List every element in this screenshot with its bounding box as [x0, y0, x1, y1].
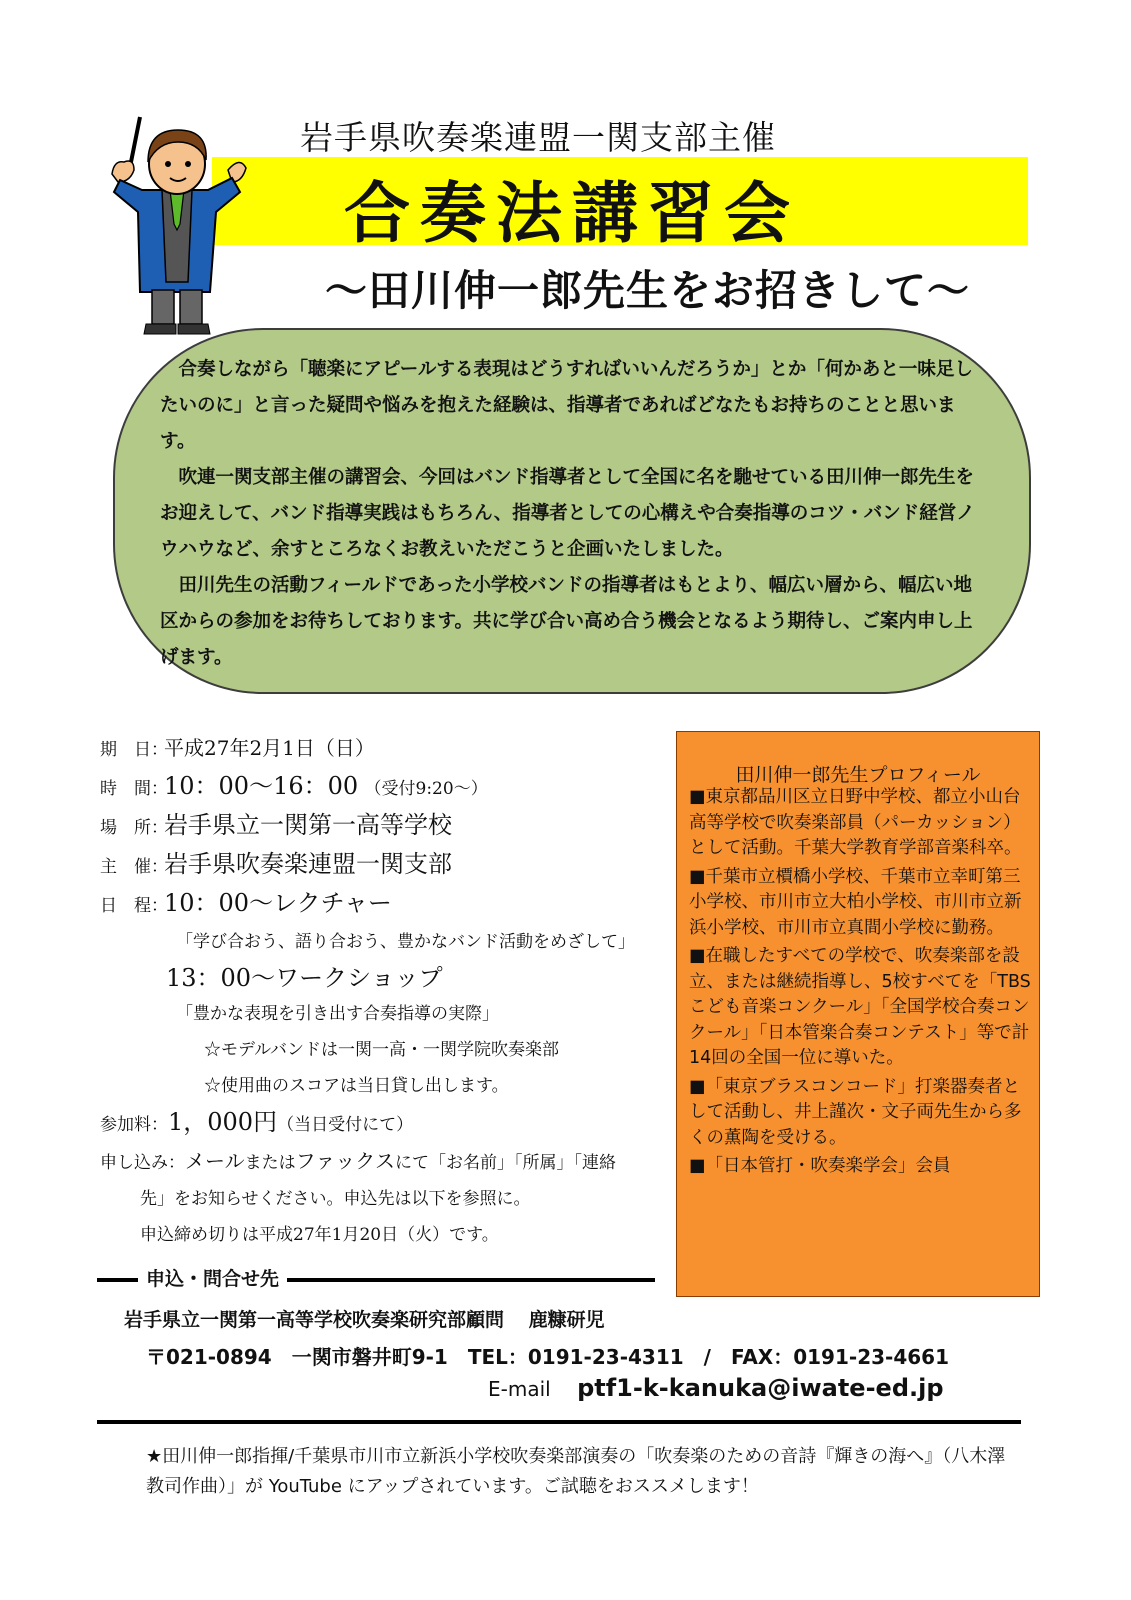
intro-paragraph: 合奏しながら「聴楽にアピールする表現はどうすればいいんだろうか」とか「何かあと一味足したいのに」と言った疑問や悩みを抱えた経験は、指導者であればどなたもお持ちのことと思います。 — [160, 359, 973, 452]
time-note: （受付9:20～） — [364, 779, 488, 799]
contact-name: 鹿糠研児 — [528, 1309, 605, 1331]
apply-mail: メール — [185, 1149, 245, 1173]
workshop-title: 「豊かな表現を引き出す合奏指導の実際」 — [176, 1004, 499, 1024]
profile-item: ■東京都品川区立日野中学校、都立小山台高等学校で吹奏楽部員（パーカッション）として活動。千葉大学教育学部音楽科卒。 — [689, 787, 1022, 858]
profile-item: ■在職したすべての学校で、吹奏楽部を設立、または継続指導し、5校すべてを「TBSこども音楽コンクール」「全国学校合奏コンクール」「日本管楽合奏コンテスト」等で計14回の全国一位に導いた。 — [689, 946, 1031, 1068]
fee-value: 1，000円 — [168, 1108, 278, 1136]
page-subtitle: ～田川伸一郎先生をお招きして～ — [325, 266, 971, 315]
apply-row — [100, 1143, 680, 1181]
profile-box — [676, 731, 1040, 1297]
place-value: 岩手県立一関第一高等学校 — [164, 811, 452, 839]
email-address: ptf1-k-kanuka@iwate-ed.jp — [577, 1374, 944, 1402]
event-details — [100, 730, 680, 1253]
time-value: 10：00～16：00 — [164, 772, 359, 800]
time-label: 時 間： — [100, 779, 168, 799]
apply-or: または — [244, 1153, 296, 1173]
schedule-workshop: 13：00～ワークショップ — [166, 964, 443, 992]
profile-item: ■「東京ブラスコンコード」打楽器奏者として活動し、井上謹次・文子両先生から多くの薫陶を受ける。 — [689, 1076, 1022, 1148]
apply-text-cont: 先」をお知らせください。申込先は以下を参照に。 — [140, 1189, 531, 1209]
host-row — [100, 846, 680, 885]
sponsor-line: 岩手県吹奏楽連盟一関支部主催 — [300, 118, 776, 157]
footer-note: ★田川伸一郎指揮/千葉県市川市立新浜小学校吹奏楽部演奏の「吹奏楽のための音詩『輝きの海へ』（八木澤教司作曲）」が YouTube にアップされています。ご試聴をおススメします！ — [146, 1446, 1006, 1497]
deadline-note: 申込締め切りは平成27年1月20日（火）です。 — [140, 1225, 499, 1245]
host-label: 主 催： — [100, 857, 168, 877]
apply-fax: ファックス — [295, 1149, 396, 1173]
contact-address: 〒021-0894 一関市磐井町9-1 TEL：0191-23-4311 / FAX：0191-23-4661 — [146, 1345, 949, 1369]
intro-bubble — [113, 328, 1031, 694]
lecture-title: 「学び合おう、語り合おう、豊かなバンド活動をめざして」 — [176, 932, 635, 952]
host-value: 岩手県吹奏楽連盟一関支部 — [164, 850, 452, 878]
fee-label: 参加料： — [100, 1115, 168, 1135]
contact-heading: 申込・問合せ先 — [138, 1264, 287, 1291]
apply-text: にて「お名前」「所属」「連絡 — [395, 1153, 617, 1173]
score-note: ☆使用曲のスコアは当日貸し出します。 — [204, 1076, 509, 1096]
contact-email-line — [488, 1374, 944, 1402]
profile-item: ■「日本管打・吹奏楽学会」会員 — [689, 1156, 951, 1176]
schedule-lecture: 10：00～レクチャー — [164, 889, 392, 917]
page-title: 合奏法講習会 — [344, 175, 800, 252]
intro-text — [160, 352, 990, 676]
email-label: E-mail — [488, 1377, 551, 1401]
profile-title: 田川伸一郎先生プロフィール — [735, 764, 981, 786]
date-label: 期 日： — [100, 740, 168, 760]
contact-org: 岩手県立一関第一高等学校吹奏楽研究部顧問 — [124, 1309, 505, 1331]
fee-note: （当日受付にて） — [277, 1115, 414, 1135]
time-row — [100, 768, 680, 807]
conductor-illustration — [100, 112, 255, 337]
intro-paragraph: 吹連一関支部主催の講習会、今回はバンド指導者として全国に名を馳せている田川伸一郎先生をお迎えして、バンド指導実践はもちろん、指導者としての心構えや合奏指導のコツ・バンド経営ノウハウなど、余すところなくお教えいただこうと企画いたしました。 — [160, 467, 975, 560]
contact-org-line — [124, 1305, 605, 1332]
apply-label: 申し込み： — [100, 1153, 185, 1173]
fee-row — [100, 1104, 680, 1143]
intro-paragraph: 田川先生の活動フィールドであった小学校バンドの指導者はもとより、幅広い層から、幅広い地区からの参加をお待ちしております。共に学び合い高め合う機会となるよう期待し、ご案内申し上げます。 — [160, 575, 973, 668]
date-value: 平成27年2月1日（日） — [164, 736, 375, 760]
profile-item: ■千葉市立檟橋小学校、千葉市立幸町第三小学校、市川市立大柏小学校、市川市立新浜小学校、市川市立真間小学校に勤務。 — [689, 866, 1022, 938]
profile-body — [689, 785, 1031, 1183]
bottom-divider — [97, 1420, 1021, 1424]
place-label: 場 所： — [100, 818, 168, 838]
date-row — [100, 730, 680, 768]
place-row — [100, 807, 680, 846]
schedule-row — [100, 885, 680, 924]
schedule-label: 日 程： — [100, 896, 168, 916]
model-band-note: ☆モデルバンドは一関一高・一関学院吹奏楽部 — [204, 1040, 559, 1060]
